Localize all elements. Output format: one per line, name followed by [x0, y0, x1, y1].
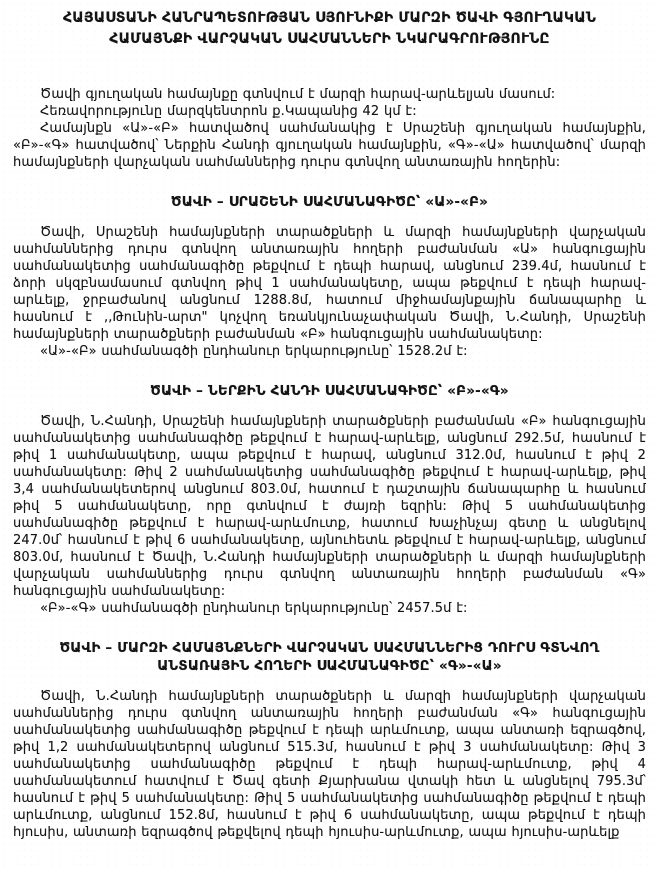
intro-paragraph-location: Ծավի գյուղական համայնքը գտնվում է մարզի հարավ-արևելյան մասում:: [40, 87, 556, 102]
section-body-tsav-nerkin-hand: Ծավի, Ն.Հանդի, Սրաշենի համայնքների տարածքների բաժանման «Բ» հանգուցային սահմանակետից սահմանագիծը թեքվում է հարավ-արևելք, անցնում 292.5մ, հասնում է թիվ 1 սահմանակետը, ապա թեքվում է հարավ, անցնում 312.0մ, հասնում է թիվ 2 սահմանակետը: Թիվ 2 սահմանակետից սահմանագիծը թեքվում է հարավ-արևելք, թիվ 3,4 սահմանակետերով անցնում 803.0մ, հատում է դաշտային ճանապարհը և հասնում թիվ 5 սահմանակետը, որը գտնվում է ժայռի եզրին: Թիվ 5 սահմանակետից սահմանագիծը թեքվում է հարավ-արևմուտք, հատում Խաչինչայ գետը և անցնելով 247.0մ՝ հասնում է թիվ 6 սահմանակետը, այնուհետև թեքվում է հարավ-արևելք, անցնում 803.0մ, հասնում է Ծավի, Ն.Հանդի համայնքների տարածքների և մարզի համայնքների վարչական սահմաններից դուրս գտնվող անտառային հողերի բաժանման «Գ» հանգուցային սահմանակետը:: [13, 414, 646, 599]
intro-block: [13, 86, 646, 171]
section-heading-tsav-nerkin-hand: ԾԱՎԻ – ՆԵՐՔԻՆ ՀԱՆԴԻ ՍԱՀՄԱՆԱԳԻԾԸ՝ «Բ»-«Գ»: [150, 383, 509, 399]
section-heading-tsav-srashen: ԾԱՎԻ – ՍՐԱՇԵՆԻ ՍԱՀՄԱՆԱԳԻԾԸ՝ «Ա»-«Բ»: [170, 194, 489, 210]
section-tsav-forest-lands: [13, 639, 646, 841]
section-tsav-srashen: [13, 193, 646, 360]
section-body-tsav-forest-lands: Ծավի, Ն.Հանդի համայնքների տարածքների և մարզի համայնքների վարչական սահմաններից դուրս գտնվող անտառային հողերի բաժանման «Գ» հանգուցային սահմանակետից սահմանագիծը թեքվում է դեպի արևմուտք, ապա անտառի եզրագծով, թիվ 1,2 սահմանակետերով անցնում 515.3մ, հասնում է թիվ 3 սահմանակետը: Թիվ 3 սահմանակետից սահմանագիծը թեքվում է դեպի հարավ-արևմուտք, թիվ 4 սահմանակետում հատվում է Ծավ գետի Քյարխանա վտակի հետ և անցնելով 795.3մ՝ հասնում է թիվ 5 սահմանակետը: Թիվ 5 սահմանակետից սահմանագիծը թեքվում է դեպի արևմուտք, անցնում 152.8մ, հասնում է թիվ 6 սահմանակետը, ապա թեքվում է դեպի հյուսիս, անտառի եզրագծով թեքվելով դեպի հյուսիս-արևմուտք, ապա հյուսիս-արևելք: [13, 689, 646, 840]
document-title: ՀԱՅԱՍՏԱՆԻ ՀԱՆՐԱՊԵՏՈՒԹՅԱՆ ՍՅՈՒՆԻՔԻ ՄԱՐԶԻ ԾԱՎԻ ԳՅՈՒՂԱԿԱՆ ՀԱՄԱՅՆՔԻ ՎԱՐՉԱԿԱՆ ՍԱՀՄԱՆՆԵՐԻ ՆԿԱՐԱԳՐՈՒԹՅՈՒՆԸ: [62, 10, 597, 47]
section-body-tsav-srashen: Ծավի, Սրաշենի համայնքների տարածքների և մարզի համայնքների վարչական սահմաններից դուրս գտնվող անտառային հողերի բաժանման «Ա» հանգուցային սահմանակետից սահմանագիծը թեքվում է դեպի հարավ, անցնում 239.4մ, հասնում է ձորի սկզբնամասում գտնվող թիվ 1 սահմանակետը, ապա թեքվում է դեպի հարավ-արևելք, ջրբաժանով անցնում 1288.8մ, հատում միջհամայնքային ճանապարհը և հասնում է ,,Թունին-արտ" կոչվող եռանկյունաչափական Ծավի, Ն.Հանդի, Սրաշենի համայնքների տարածքների բաժանման «Բ» հանգուցային սահմանակետը:: [13, 225, 646, 342]
section-length-tsav-srashen: «Ա»-«Բ» սահմանագծի ընդհանուր երկարությունը՝ 1528.2մ է:: [40, 344, 468, 359]
intro-paragraph-borders: Համայնքն «Ա»-«Բ» հատվածով սահմանակից է Սրաշենի գյուղական համայնքին, «Բ»-«Գ» հատվածով՝ Ներքին Հանդի գյուղական համայնքին, «Գ»-«Ա» հատվածով՝ մարզի համայնքների վարչական սահմաններից դուրս գտնվող անտառային հողերին:: [13, 121, 646, 170]
section-tsav-nerkin-hand: [13, 382, 646, 617]
section-length-tsav-nerkin-hand: «Բ»-«Գ» սահմանագծի ընդհանուր երկարությունը՝ 2457.5մ է:: [40, 601, 468, 616]
intro-paragraph-distance: Հեռավորությունը մարզկենտրոն ք.Կապանից 42 կմ է:: [40, 104, 417, 119]
section-heading-tsav-forest-lands: ԾԱՎԻ – ՄԱՐԶԻ ՀԱՄԱՅՆՔՆԵՐԻ ՎԱՐՉԱԿԱՆ ՍԱՀՄԱՆՆԵՐԻՑ ԴՈՒՐՍ ԳՏՆՎՈՂ ԱՆՏԱՌԱՅԻՆ ՀՈՂԵՐԻ ՍԱՀՄԱՆԱԳԻԾԸ՝ «Գ»-«Ա»: [59, 640, 600, 674]
